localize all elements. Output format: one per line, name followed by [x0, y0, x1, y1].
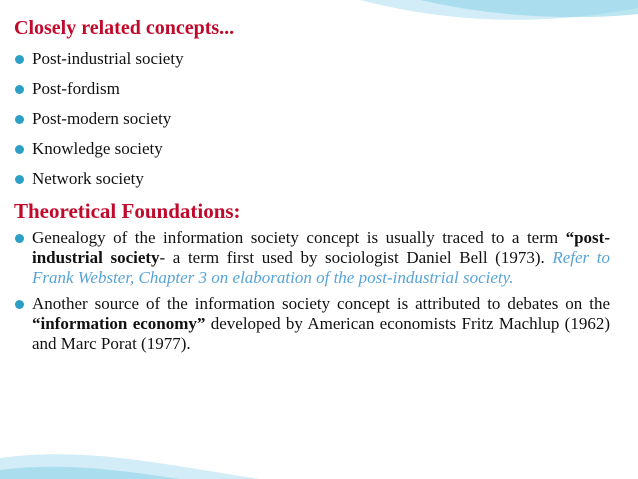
theoretical-foundations-heading: Theoretical Foundations: [14, 199, 241, 223]
related-concepts-heading: Closely related concepts... [14, 17, 235, 39]
slide-content [14, 14, 610, 360]
bullet-dot-icon [15, 300, 24, 309]
list-item-text: Network society [32, 169, 144, 188]
list-item [14, 74, 610, 104]
paragraph-text: developed by American economists Fritz Machlup (1962) and Marc Porat (1977). [32, 314, 610, 353]
post-industrial-term: “post-industrial society [32, 228, 610, 267]
paragraph-text: Genealogy of the information society concept is usually traced to a term [32, 228, 566, 247]
bullet-dot-icon [15, 234, 24, 243]
bullet-dot-icon [15, 55, 24, 64]
related-concepts-list [14, 44, 610, 194]
list-item [14, 164, 610, 194]
information-economy-term: “information economy” [32, 314, 206, 333]
bullet-dot-icon [15, 175, 24, 184]
list-item [14, 44, 610, 74]
list-item [14, 104, 610, 134]
foundations-list [14, 228, 610, 354]
bullet-dot-icon [15, 145, 24, 154]
webster-reference: Refer to Frank Webster, Chapter 3 on elaboration of the post-industrial society. [32, 248, 610, 287]
paragraph-text: Another source of the information society concept is attributed to debates on the [32, 294, 610, 313]
bullet-dot-icon [15, 85, 24, 94]
list-item-text: Post-fordism [32, 79, 120, 98]
list-item [14, 134, 610, 164]
information-economy-paragraph [14, 294, 610, 354]
list-item-text: Knowledge society [32, 139, 163, 158]
list-item-text: Post-modern society [32, 109, 172, 128]
list-item-text: Post-industrial society [32, 49, 184, 68]
bullet-dot-icon [15, 115, 24, 124]
genealogy-paragraph [14, 228, 610, 288]
paragraph-text: - a term first used by sociologist Daniel Bell (1973). [159, 248, 553, 267]
